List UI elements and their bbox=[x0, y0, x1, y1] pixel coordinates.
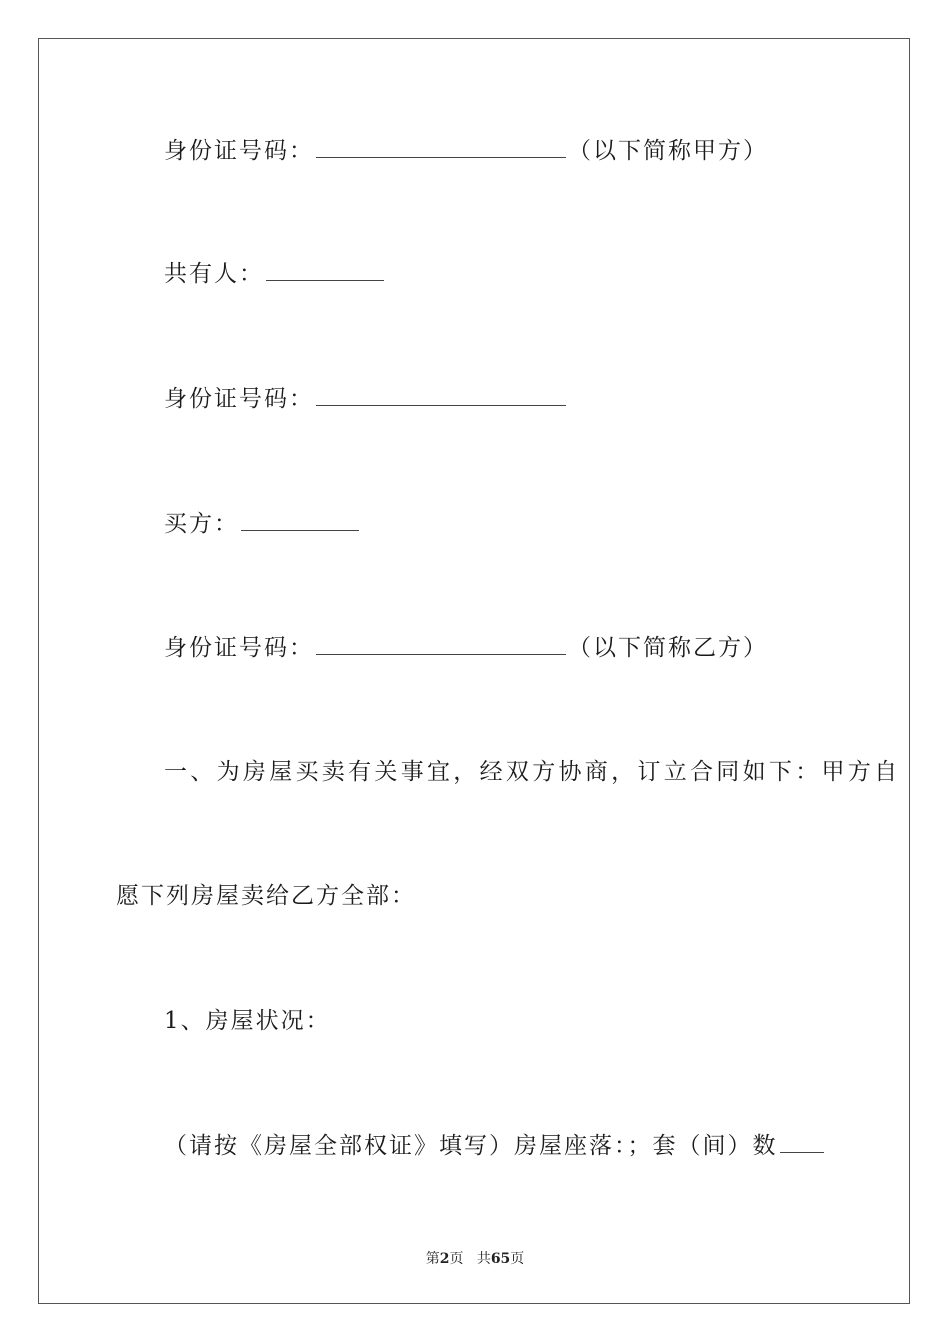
buyer-id-suffix: （以下简称乙方） bbox=[568, 635, 768, 661]
section1-line-a: 一、为房屋买卖有关事宜，经双方协商，订立合同如下：甲方自 bbox=[164, 759, 901, 785]
co-owner-id-line bbox=[164, 383, 568, 414]
seller-id-suffix: （以下简称甲方） bbox=[568, 138, 768, 164]
footer-page-unit: 页 bbox=[449, 1251, 464, 1267]
co-owner-line bbox=[164, 258, 386, 289]
co-owner-label: 共有人： bbox=[164, 261, 264, 287]
buyer-label: 买方： bbox=[164, 511, 239, 537]
footer-page-number: 2 bbox=[439, 1251, 450, 1267]
seller-id-line bbox=[164, 135, 768, 166]
buyer-id-blank[interactable] bbox=[316, 632, 566, 655]
footer-prefix: 第 bbox=[425, 1251, 440, 1267]
seller-id-blank[interactable] bbox=[316, 135, 566, 158]
co-owner-blank[interactable] bbox=[266, 258, 384, 281]
buyer-blank[interactable] bbox=[241, 508, 359, 531]
buyer-line bbox=[164, 508, 361, 539]
page-frame bbox=[38, 38, 910, 1304]
co-owner-id-blank[interactable] bbox=[316, 383, 566, 406]
seller-id-label: 身份证号码： bbox=[164, 138, 314, 164]
buyer-id-label: 身份证号码： bbox=[164, 635, 314, 661]
item1-detail-text: （请按《房屋全部权证》填写）房屋座落：；套（间）数 bbox=[164, 1133, 778, 1159]
section1-line-b: 愿下列房屋卖给乙方全部： bbox=[116, 883, 416, 909]
page-footer bbox=[0, 1248, 950, 1268]
footer-total-pages: 65 bbox=[490, 1251, 511, 1267]
co-owner-id-label: 身份证号码： bbox=[164, 386, 314, 412]
buyer-id-line bbox=[164, 632, 768, 663]
footer-total-prefix: 共 bbox=[476, 1251, 491, 1267]
footer-total-unit: 页 bbox=[510, 1251, 525, 1267]
item1-detail-line bbox=[164, 1130, 826, 1161]
item1-line: 1、房屋状况： bbox=[164, 1008, 331, 1034]
room-count-blank[interactable] bbox=[780, 1130, 824, 1153]
